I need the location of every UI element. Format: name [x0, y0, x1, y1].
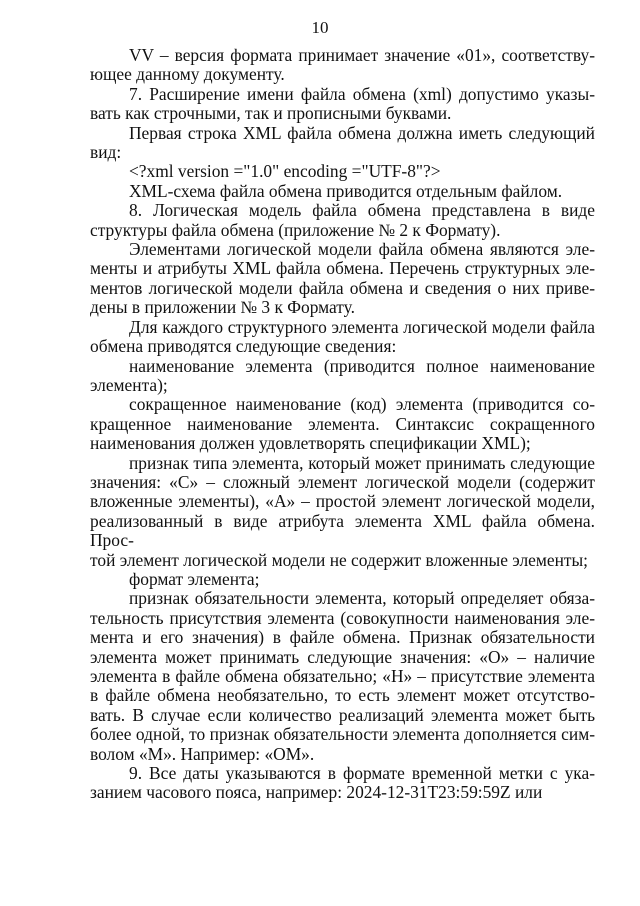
- text-line: XML-схема файла обмена приводится отдельным файлом.: [129, 180, 563, 201]
- text-line: 7. Расширение имени файла обмена (xml) допустимо указы-: [129, 83, 595, 104]
- text-line: формат элемента;: [129, 568, 260, 589]
- text-line: кращенное наименование элемента. Синтаксис сокращенного: [90, 413, 595, 434]
- paragraph: [90, 570, 595, 589]
- text-line: элемента в файле обмена обязательно; «Н» – присутствие элемента: [90, 666, 595, 686]
- text-line: 8. Логическая модель файла обмена представлена в виде: [129, 200, 595, 221]
- paragraph: [90, 124, 595, 163]
- text-line: мента и его значения) в файле обмена. Признак обязательности: [90, 627, 595, 648]
- text-line: Для каждого структурного элемента логической модели файла: [129, 316, 595, 337]
- text-line: ментов логической модели файла обмена и сведения о них приве-: [90, 277, 595, 298]
- text-line: наименование элемента (приводится полное наименование: [129, 355, 595, 376]
- text-line: значения: «С» – сложный элемент логической модели (содержит: [90, 471, 595, 492]
- text-line: элемента);: [90, 374, 168, 395]
- text-line: наименования должен удовлетворять спецификации XML);: [90, 433, 531, 454]
- text-line: признак типа элемента, который может принимать следующие: [129, 452, 595, 473]
- text-line: обмена приводятся следующие сведения:: [90, 336, 397, 357]
- text-line: в файле обмена необязательно, то есть элемент может отсутство-: [90, 685, 595, 706]
- page-number: 10: [311, 18, 329, 37]
- text-line: тельность присутствия элемента (совокупности наименования эле-: [90, 607, 595, 628]
- paragraph: [90, 454, 595, 570]
- body-text: [90, 46, 595, 803]
- paragraph: [90, 589, 595, 764]
- text-line: более одной, то признак обязательности элемента дополняется сим-: [90, 724, 595, 745]
- paragraph: [90, 162, 595, 181]
- text-line: Элементами логической модели файла обмена являются эле-: [129, 239, 595, 260]
- paragraph: [90, 240, 595, 318]
- text-line: занием часового пояса, например: 2024-12-31T23:59:59Z или: [90, 782, 543, 803]
- paragraph: [90, 201, 595, 240]
- text-line: 9. Все даты указываются в формате временной метки с ука-: [129, 763, 595, 784]
- text-line: структуры файла обмена (приложение № 2 к Формату).: [90, 219, 501, 240]
- text-line: вид:: [90, 142, 122, 163]
- paragraph: [90, 46, 595, 85]
- paragraph: [90, 318, 595, 357]
- text-line: ющее данному документу.: [90, 64, 285, 85]
- paragraph: [90, 764, 595, 803]
- text-line: <?xml version ="1.0" encoding ="UTF-8"?>: [129, 161, 441, 182]
- text-line: элемента может принимать следующие значения: «О» – наличие: [90, 646, 595, 667]
- text-line: VV – версия формата принимает значение «01», соответству-: [129, 45, 595, 65]
- text-line: Первая строка XML файла обмена должна иметь следующий: [129, 122, 595, 143]
- text-line: менты и атрибуты XML файла обмена. Перечень структурных эле-: [90, 258, 595, 279]
- text-line: реализованный в виде атрибута элемента XML файла обмена. Прос-: [90, 510, 595, 551]
- text-line: дены в приложении № 3 к Формату.: [90, 297, 355, 318]
- paragraph: [90, 85, 595, 124]
- text-line: вложенные элементы), «А» – простой элемент логической модели,: [90, 491, 595, 512]
- text-line: вать как строчными, так и прописными буквами.: [90, 103, 452, 124]
- text-line: признак обязательности элемента, который определяет обяза-: [129, 588, 595, 609]
- text-line: сокращенное наименование (код) элемента (приводится со-: [129, 394, 595, 415]
- text-line: вать. В случае если количество реализаций элемента может быть: [90, 704, 595, 725]
- paragraph: [90, 182, 595, 201]
- paragraph: [90, 357, 595, 396]
- paragraph: [90, 395, 595, 453]
- text-line: той элемент логической модели не содержит вложенные элементы;: [90, 549, 588, 570]
- text-line: волом «М». Например: «ОМ».: [90, 743, 315, 764]
